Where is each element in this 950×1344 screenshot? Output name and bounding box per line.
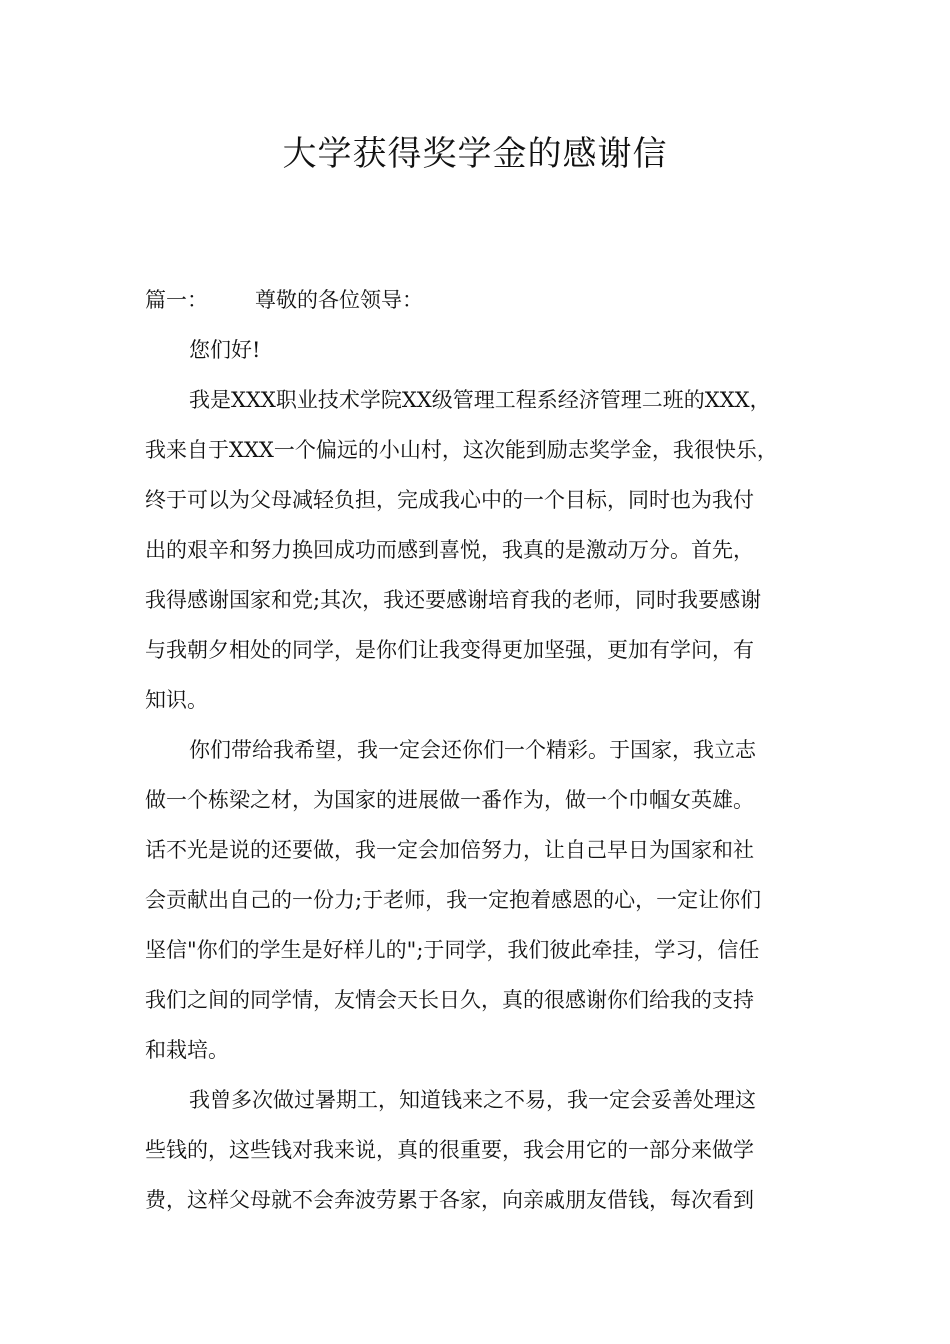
body-line: 我来自于XXX一个偏远的小山村，这次能到励志奖学金，我很快乐，	[145, 438, 778, 462]
body-line: 我是XXX职业技术学院XX级管理工程系经济管理二班的XXX，	[189, 388, 771, 412]
body-line: 与我朝夕相处的同学，是你们让我变得更加坚强，更加有学问，有	[145, 638, 754, 662]
salutation: 尊敬的各位领导：	[255, 288, 423, 312]
body-line: 费，这样父母就不会奔波劳累于各家，向亲戚朋友借钱，每次看到	[145, 1188, 754, 1212]
body-paragraphs	[145, 375, 815, 1225]
body-line: 出的艰辛和努力换回成功而感到喜悦，我真的是激动万分。首先，	[145, 538, 754, 562]
body-line: 会贡献出自己的一份力;于老师，我一定抱着感恩的心，一定让你们	[145, 888, 762, 912]
body-line: 和栽培。	[145, 1038, 229, 1062]
greeting: 您们好!	[189, 338, 261, 362]
body-line: 做一个栋梁之材，为国家的进展做一番作为，做一个巾帼女英雄。	[145, 788, 754, 812]
body-line: 我们之间的同学情，友情会天长日久，真的很感谢你们给我的支持	[145, 988, 754, 1012]
body-line: 坚信"你们的学生是好样儿的";于同学，我们彼此牵挂，学习，信任	[145, 938, 760, 962]
body-line: 你们带给我希望，我一定会还你们一个精彩。于国家，我立志	[189, 738, 756, 762]
salutation-line	[145, 275, 815, 325]
section-label: 篇一：	[145, 288, 208, 312]
document-title: 大学获得奖学金的感谢信	[282, 134, 668, 174]
body-line: 终于可以为父母减轻负担，完成我心中的一个目标，同时也为我付	[145, 488, 754, 512]
document-body	[145, 275, 815, 1225]
body-line: 我曾多次做过暑期工，知道钱来之不易，我一定会妥善处理这	[189, 1088, 756, 1112]
body-line: 知识。	[145, 688, 208, 712]
body-line: 些钱的，这些钱对我来说，真的很重要，我会用它的一部分来做学	[145, 1138, 754, 1162]
body-line: 话不光是说的还要做，我一定会加倍努力，让自己早日为国家和社	[145, 838, 754, 862]
body-line: 我得感谢国家和党;其次，我还要感谢培育我的老师，同时我要感谢	[145, 588, 762, 612]
